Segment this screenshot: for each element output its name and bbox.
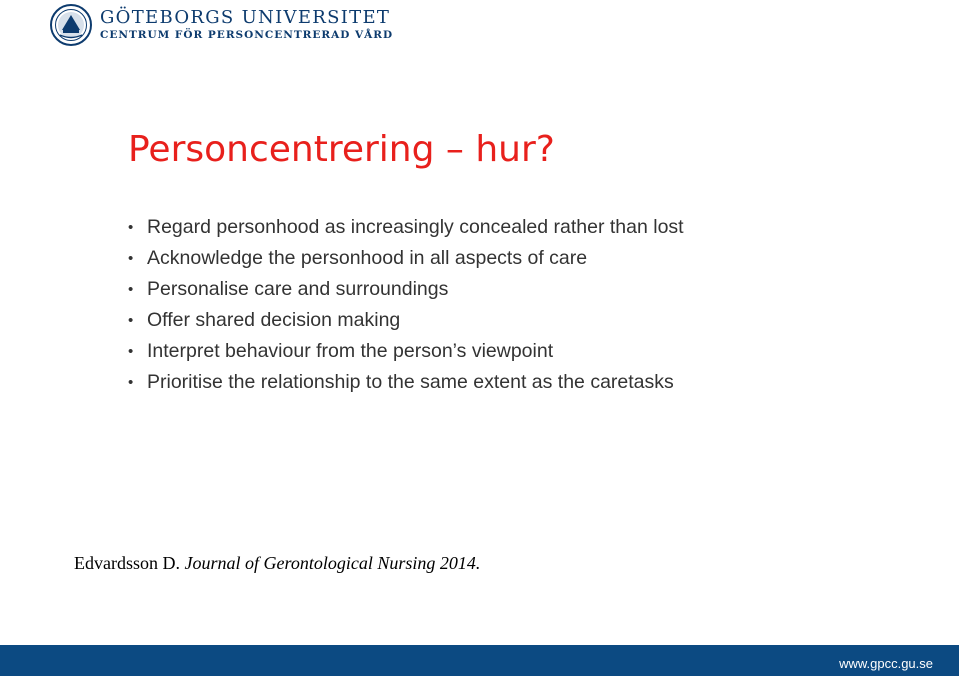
citation	[74, 553, 480, 574]
slide-title: Personcentrering – hur?	[128, 129, 555, 170]
bullet-text: Acknowledge the personhood in all aspects of care	[147, 247, 588, 269]
bullet-marker: •	[128, 281, 134, 298]
citation-author: Edvardsson D.	[74, 553, 180, 573]
bullet-marker: •	[128, 250, 134, 267]
bullet-list	[128, 212, 684, 398]
bullet-marker: •	[128, 374, 134, 391]
bullet-text: Offer shared decision making	[147, 309, 401, 331]
bullet-item	[128, 243, 684, 274]
citation-journal: Journal of Gerontological Nursing 2014.	[184, 553, 481, 573]
university-name: GÖTEBORGS UNIVERSITET	[100, 7, 391, 28]
centre-name: CENTRUM FÖR PERSONCENTRERAD VÅRD	[100, 29, 394, 41]
bullet-item	[128, 336, 684, 367]
header	[50, 2, 393, 48]
footer-url[interactable]: www.gpcc.gu.se	[839, 656, 933, 671]
bullet-item	[128, 305, 684, 336]
university-seal-icon	[50, 4, 92, 46]
bullet-item	[128, 212, 684, 243]
bullet-marker: •	[128, 312, 134, 329]
brand	[100, 8, 393, 42]
bullet-marker: •	[128, 343, 134, 360]
bullet-item	[128, 367, 684, 398]
footer-bar	[0, 645, 959, 676]
bullet-text: Personalise care and surroundings	[147, 278, 449, 300]
bullet-text: Interpret behaviour from the person’s viewpoint	[147, 340, 554, 362]
bullet-item	[128, 274, 684, 305]
bullet-text: Regard personhood as increasingly concealed rather than lost	[147, 216, 684, 238]
bullet-text: Prioritise the relationship to the same extent as the caretasks	[147, 371, 674, 393]
bullet-marker: •	[128, 219, 134, 236]
